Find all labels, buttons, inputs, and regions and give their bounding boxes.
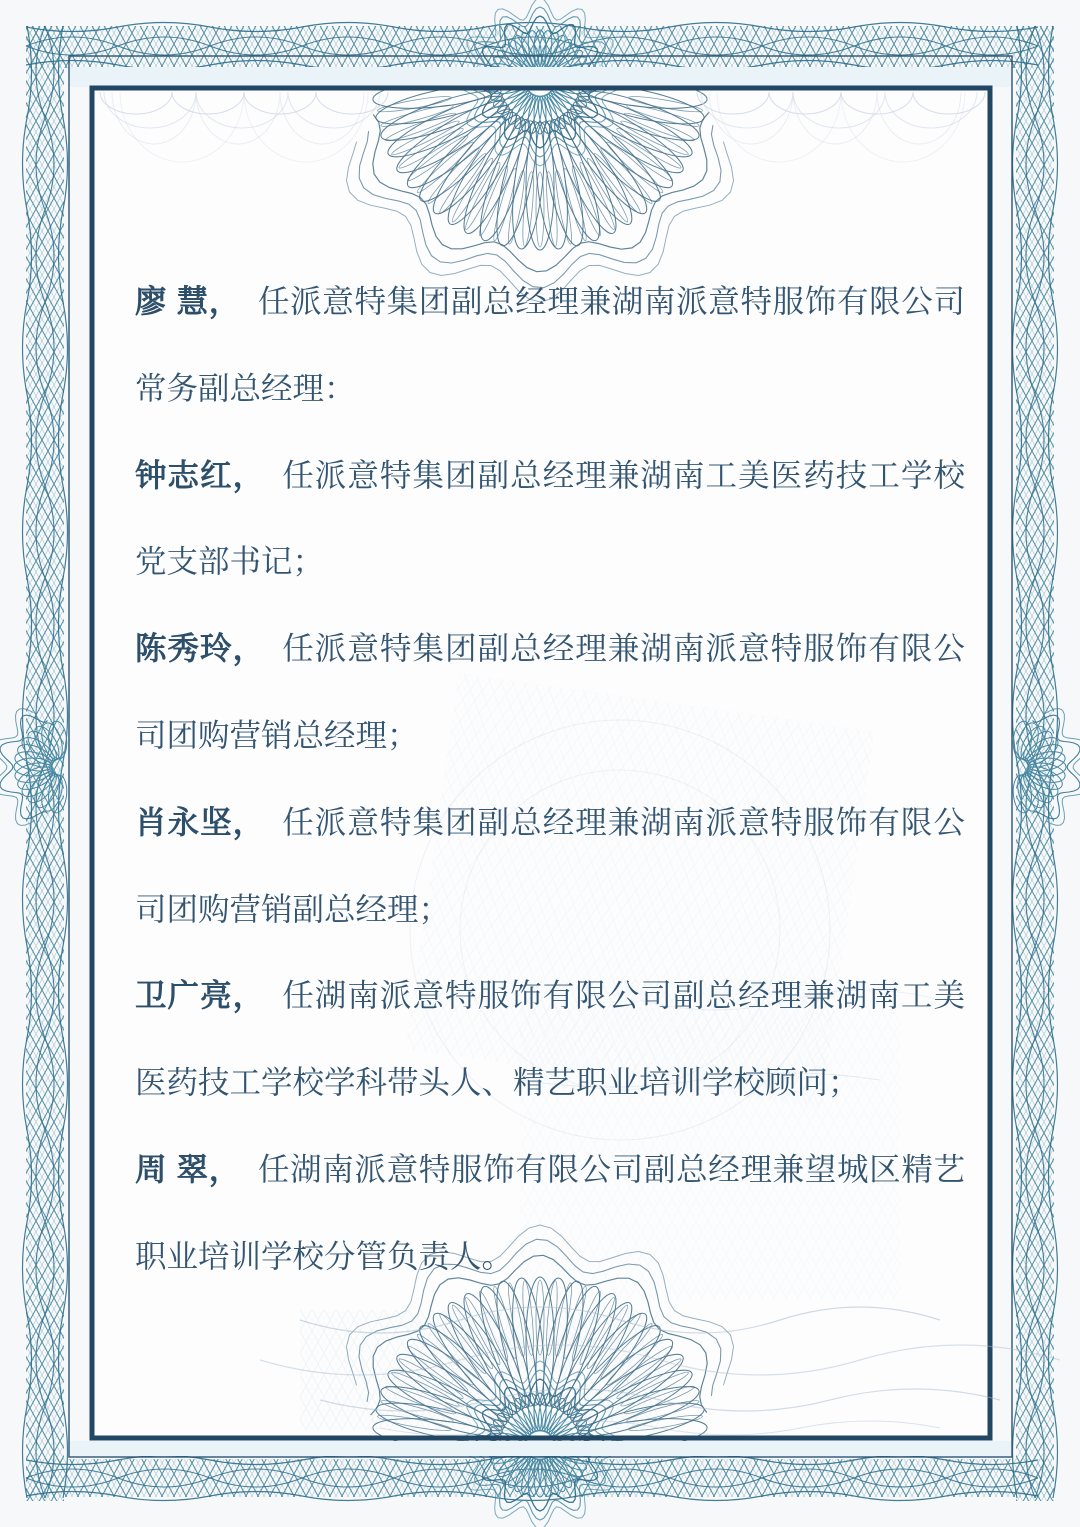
- person-title: 任派意特集团副总经理兼湖南工美医药技工学校党支部书记；: [135, 456, 965, 580]
- person-title: 任湖南派意特服饰有限公司副总经理兼望城区精艺职业培训学校分管负责人。: [135, 1150, 965, 1274]
- appointment-item: [135, 432, 965, 606]
- person-title: 任派意特集团副总经理兼湖南派意特服饰有限公司常务副总经理：: [135, 283, 965, 406]
- person-name: 廖 慧，: [135, 283, 241, 319]
- person-title: 任派意特集团副总经理兼湖南派意特服饰有限公司团购营销副总经理；: [135, 803, 965, 927]
- appointments-list: [135, 258, 965, 1300]
- appointment-item: [135, 258, 965, 432]
- person-name: 钟志红，: [135, 456, 266, 493]
- person-name: 陈秀玲，: [135, 630, 266, 667]
- person-title: 任派意特集团副总经理兼湖南派意特服饰有限公司团购营销总经理；: [135, 630, 965, 753]
- person-title: 任湖南派意特服饰有限公司副总经理兼湖南工美医药技工学校学科带头人、精艺职业培训学校顾问；: [135, 977, 965, 1101]
- person-name: 卫广亮，: [135, 977, 266, 1014]
- appointment-item: [135, 1126, 965, 1300]
- appointment-item: [135, 605, 965, 779]
- appointment-item: [135, 952, 965, 1126]
- appointment-item: [135, 779, 965, 953]
- person-name: 肖永坚，: [135, 803, 266, 840]
- person-name: 周 翠，: [135, 1150, 241, 1187]
